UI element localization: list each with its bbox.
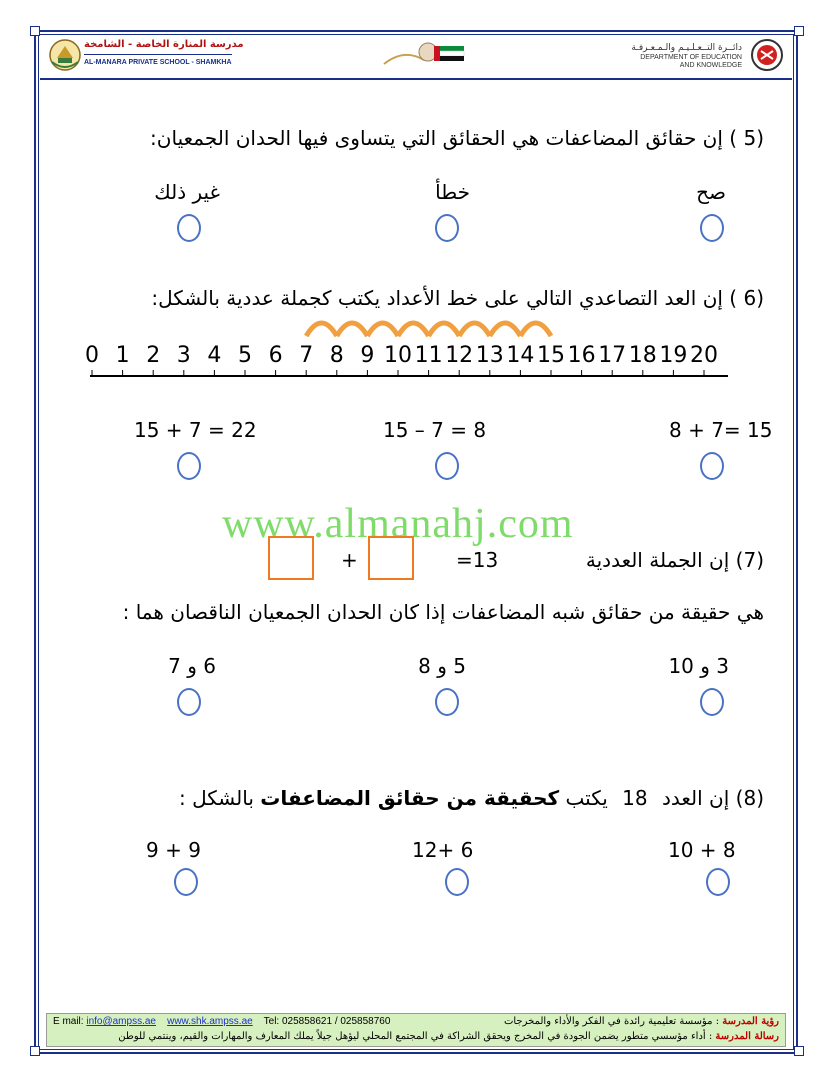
frame-corner bbox=[30, 1046, 40, 1056]
number-line-label: 0 bbox=[85, 343, 99, 368]
number-line-jump-arrow bbox=[459, 323, 490, 336]
q8-option-3-label: 9 + 9 bbox=[146, 838, 201, 862]
number-line-label: 9 bbox=[360, 343, 375, 368]
q7-option-3-radio[interactable] bbox=[177, 688, 201, 716]
number-line-label: 2 bbox=[146, 343, 161, 368]
q8-text-after: بالشكل : bbox=[179, 786, 254, 810]
q8-text-bold: كحقيقة من حقائق المضاعفات bbox=[260, 786, 560, 810]
number-line-label: 6 bbox=[268, 343, 283, 368]
number-line-label: 10 bbox=[384, 343, 412, 368]
school-name-underline bbox=[84, 54, 232, 55]
header-divider bbox=[40, 78, 792, 80]
q7-equation-result: =13 bbox=[456, 548, 499, 572]
q8-number: 18 bbox=[622, 786, 648, 810]
footer-website-link[interactable]: www.shk.ampss.ae bbox=[167, 1016, 253, 1027]
number-line-label: 12 bbox=[445, 343, 474, 368]
footer-vision-label: رؤية المدرسة bbox=[722, 1016, 779, 1027]
number-line-jump-arrow bbox=[337, 323, 368, 336]
footer-mission bbox=[118, 1031, 779, 1042]
q7-option-1-label: 3 و 10 bbox=[668, 654, 729, 678]
q6-option-3-radio[interactable] bbox=[177, 452, 201, 480]
q5-option-2-label: خطأ bbox=[435, 180, 470, 204]
q8-option-3-radio[interactable] bbox=[174, 868, 198, 896]
number-line-jump-arrow bbox=[490, 323, 521, 336]
q8-text-before: (8) إن العدد bbox=[661, 786, 764, 810]
q6-option-2-radio[interactable] bbox=[435, 452, 459, 480]
footer-banner bbox=[46, 1013, 786, 1047]
number-line bbox=[78, 316, 738, 386]
number-line-label: 3 bbox=[176, 343, 191, 368]
q8-option-2-radio[interactable] bbox=[445, 868, 469, 896]
q6-option-3-label: 15 + 7 = 22 bbox=[134, 418, 257, 442]
q5-option-3-label: غير ذلك bbox=[154, 180, 220, 204]
q8-text-mid: يكتب bbox=[565, 786, 608, 810]
q8-option-2-label: 12+ 6 bbox=[412, 838, 474, 862]
question-8-text bbox=[179, 786, 764, 810]
q7-option-2-radio[interactable] bbox=[435, 688, 459, 716]
department-name-english-1: DEPARTMENT OF EDUCATION bbox=[640, 54, 742, 61]
frame-corner bbox=[794, 1046, 804, 1056]
frame-corner bbox=[794, 26, 804, 36]
school-name-arabic: مدرسة المنارة الخاصة - الشامخة bbox=[84, 39, 244, 50]
number-line-label: 19 bbox=[659, 343, 688, 368]
number-line-label: 17 bbox=[598, 343, 627, 368]
number-line-jump-arrow bbox=[398, 323, 429, 336]
q7-answer-box-2[interactable] bbox=[268, 536, 314, 580]
q5-option-3-radio[interactable] bbox=[177, 214, 201, 242]
footer-phone: Tel: 025858621 / 025858760 bbox=[263, 1016, 391, 1027]
number-line-label: 8 bbox=[329, 343, 344, 368]
department-name-english-2: AND KNOWLEDGE bbox=[679, 62, 742, 69]
number-line-label: 11 bbox=[414, 343, 443, 368]
frame-corner bbox=[30, 26, 40, 36]
question-6-text: (6 ) إن العد التصاعدي التالي على خط الأعداد يكتب كجملة عددية بالشكل: bbox=[151, 286, 764, 310]
footer-vision bbox=[504, 1016, 779, 1027]
number-line-label: 13 bbox=[475, 343, 504, 368]
q7-answer-box-1[interactable] bbox=[368, 536, 414, 580]
q7-option-3-label: 6 و 7 bbox=[168, 654, 216, 678]
q5-option-1-radio[interactable] bbox=[700, 214, 724, 242]
q5-option-1-label: صح bbox=[696, 180, 726, 204]
school-logo-icon bbox=[48, 38, 82, 72]
q5-option-2-radio[interactable] bbox=[435, 214, 459, 242]
number-line-label: 20 bbox=[690, 343, 718, 368]
footer-vision-text: : مؤسسة تعليمية رائدة في الفكر والأداء والمخرجات bbox=[503, 1016, 720, 1027]
footer-mission-text: : أداء مؤسسي متطور يضمن الجودة في المخرج ويحقق الشراكة في المجتمع المحلي ليؤهل جيلاً يملك المعارف والمهارات والقيم، وينتمي للوطن bbox=[118, 1031, 713, 1042]
school-name-english: AL-MANARA PRIVATE SCHOOL - SHAMKHA bbox=[84, 59, 232, 66]
number-line-label: 4 bbox=[207, 343, 222, 368]
number-line-label: 1 bbox=[115, 343, 130, 368]
year-of-zayed-logo-icon bbox=[378, 38, 470, 72]
q7-option-1-radio[interactable] bbox=[700, 688, 724, 716]
question-7-text-line2: هي حقيقة من حقائق شبه المضاعفات إذا كان الحدان الجمعيان الناقصان هما : bbox=[122, 600, 764, 624]
question-5-text: (5 ) إن حقائق المضاعفات هي الحقائق التي يتساوى فيها الحدان الجمعيان: bbox=[150, 126, 764, 150]
footer-email-label: E mail: bbox=[53, 1016, 84, 1027]
number-line-label: 18 bbox=[628, 343, 657, 368]
number-line-label: 16 bbox=[567, 343, 596, 368]
question-7-text-line1: (7) إن الجملة العددية bbox=[585, 548, 764, 572]
department-name-arabic: دائــرة التــعـلـيـم والـمـعـرفـة bbox=[631, 43, 742, 53]
number-line-label: 5 bbox=[238, 343, 252, 368]
footer-email-link[interactable]: info@ampss.ae bbox=[86, 1016, 156, 1027]
department-emblem-icon bbox=[750, 38, 784, 72]
q6-option-1-label: 8 + 7= 15 bbox=[669, 418, 773, 442]
number-line-label: 14 bbox=[506, 343, 535, 368]
q7-option-2-label: 5 و 8 bbox=[418, 654, 466, 678]
number-line-jump-arrow bbox=[520, 323, 551, 336]
q7-plus-sign: + bbox=[341, 548, 358, 572]
q8-option-1-label: 10 + 8 bbox=[668, 838, 736, 862]
number-line-jump-arrow bbox=[367, 323, 398, 336]
footer-mission-label: رسالة المدرسة bbox=[715, 1031, 779, 1042]
watermark: www.almanahj.com bbox=[222, 501, 574, 547]
footer-contact bbox=[53, 1016, 390, 1027]
q6-option-2-label: 15 – 7 = 8 bbox=[383, 418, 487, 442]
q8-option-1-radio[interactable] bbox=[706, 868, 730, 896]
number-line-jump-arrow bbox=[429, 323, 460, 336]
number-line-label: 7 bbox=[299, 343, 314, 368]
number-line-label: 15 bbox=[537, 343, 565, 368]
q6-option-1-radio[interactable] bbox=[700, 452, 724, 480]
number-line-jump-arrow bbox=[306, 323, 337, 336]
